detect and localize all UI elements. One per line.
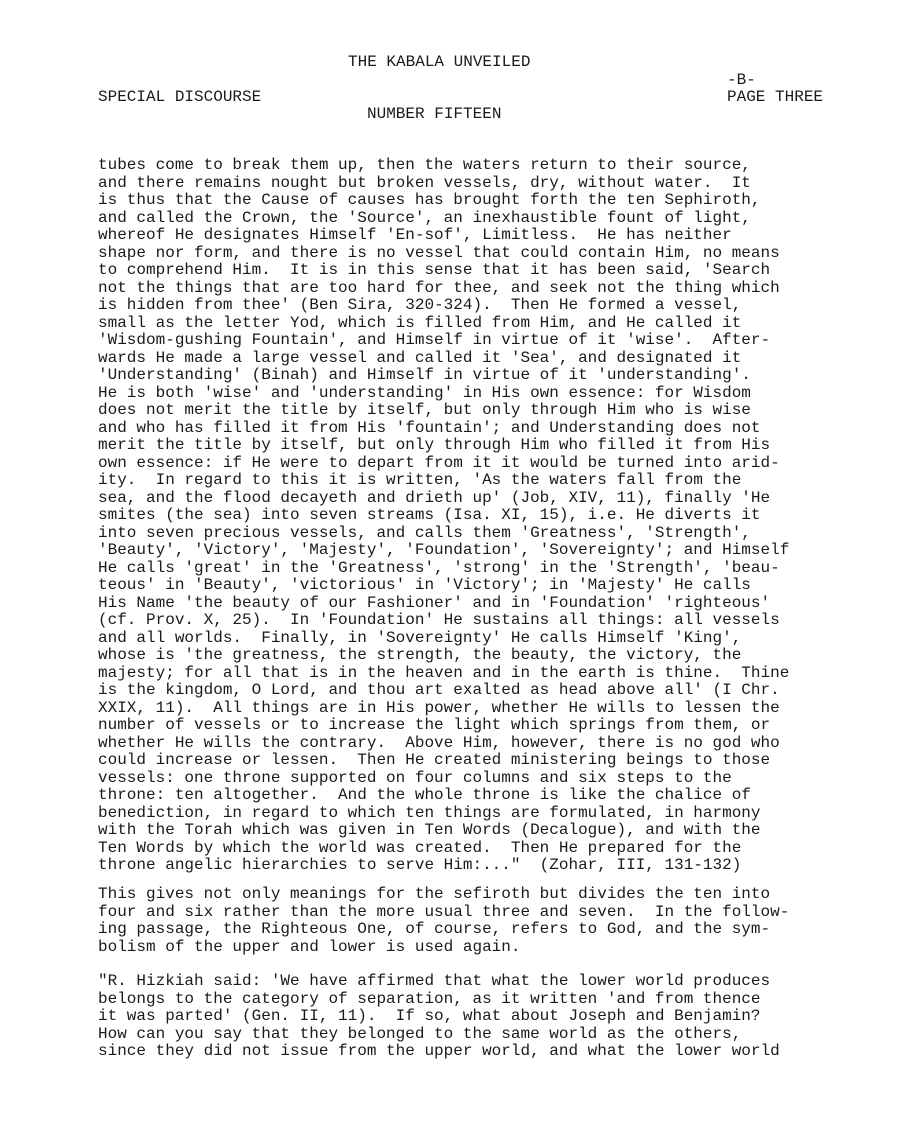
text-line: vessels: one throne supported on four columns and six steps to the — [98, 768, 732, 787]
text-line: (cf. Prov. X, 25). In 'Foundation' He sustains all things: all vessels — [98, 611, 780, 629]
text-line: four and six rather than the more usual three and seven. In the follow- — [98, 902, 790, 921]
text-line: 'Beauty', 'Victory', 'Majesty', 'Foundation', 'Sovereignty'; and Himself — [98, 541, 790, 559]
discourse-label: SPECIAL DISCOURSE — [98, 88, 262, 106]
text-line: "R. Hizkiah said: 'We have affirmed that what the lower world produces — [98, 972, 771, 990]
text-line: How can you say that they belonged to the same world as the others, — [98, 1024, 742, 1043]
text-line: is thus that the Cause of causes has brought forth the ten Sephiroth, — [98, 191, 761, 209]
document-title: THE KABALA UNVEILED — [348, 53, 531, 71]
paragraph-commentary — [98, 886, 789, 956]
text-line: merit the title by itself, but only through Him who filled it from His — [98, 436, 771, 454]
text-line: majesty; for all that is in the heaven and in the earth is thine. Thine — [98, 663, 790, 682]
text-line: whether He wills the contrary. Above Him, however, there is no god who — [98, 733, 780, 752]
discourse-number: NUMBER FIFTEEN — [367, 105, 502, 123]
text-line: throne angelic hierarchies to serve Him:..." (Zohar, III, 131-132) — [98, 856, 742, 874]
text-line: own essence: if He were to depart from it it would be turned into arid- — [98, 453, 780, 472]
text-line: Ten Words by which the world was created. Then He prepared for the — [98, 838, 742, 857]
text-line: since they did not issue from the upper world, and what the lower world — [98, 1042, 780, 1060]
text-line: throne: ten altogether. And the whole throne is like the chalice of — [98, 786, 751, 804]
text-line: sea, and the flood decayeth and drieth up' (Job, XIV, 11), finally 'He — [98, 488, 771, 507]
text-line: teous' in 'Beauty', 'victorious' in 'Victory'; in 'Majesty' He calls — [98, 576, 751, 594]
text-line: and all worlds. Finally, in 'Sovereignty' He calls Himself 'King', — [98, 628, 742, 647]
text-line: and called the Crown, the 'Source', an inexhaustible fount of light, — [98, 208, 751, 227]
text-line: does not merit the title by itself, but only through Him who is wise — [98, 401, 751, 419]
text-line: This gives not only meanings for the sefiroth but divides the ten into — [98, 885, 771, 903]
text-line: small as the letter Yod, which is filled from Him, and He called it — [98, 313, 742, 332]
text-line: with the Torah which was given in Ten Words (Decalogue), and with the — [98, 821, 761, 839]
text-line: is the kingdom, O Lord, and thou art exalted as head above all' (I Chr. — [98, 681, 780, 699]
section-letter: -B- — [727, 71, 756, 89]
text-line: ing passage, the Righteous One, of course, refers to God, and the sym- — [98, 920, 771, 938]
text-line: He calls 'great' in the 'Greatness', 'strong' in the 'Strength', 'beau- — [98, 558, 780, 577]
text-line: bolism of the upper and lower is used again. — [98, 937, 521, 956]
text-line: to comprehend Him. It is in this sense that it has been said, 'Search — [98, 261, 771, 279]
text-line: belongs to the category of separation, as it written 'and from thence — [98, 989, 761, 1008]
text-line: and there remains nought but broken vessels, dry, without water. It — [98, 173, 751, 192]
text-line: could increase or lessen. Then He created ministering beings to those — [98, 751, 771, 769]
text-line: and who has filled it from His 'fountain'; and Understanding does not — [98, 418, 761, 437]
text-line: whose is 'the greatness, the strength, the beauty, the victory, the — [98, 646, 742, 664]
paragraph-zohar-quote — [98, 157, 789, 875]
text-line: number of vessels or to increase the light which springs from them, or — [98, 716, 771, 734]
paragraph-hizkiah-quote — [98, 973, 780, 1061]
text-line: it was parted' (Gen. II, 11). If so, what about Joseph and Benjamin? — [98, 1007, 761, 1025]
text-line: is hidden from thee' (Ben Sira, 320-324). Then He formed a vessel, — [98, 296, 742, 314]
text-line: XXIX, 11). All things are in His power, whether He wills to lessen the — [98, 698, 780, 717]
text-line: tubes come to break them up, then the waters return to their source, — [98, 156, 751, 174]
text-line: into seven precious vessels, and calls them 'Greatness', 'Strength', — [98, 523, 751, 542]
text-line: smites (the sea) into seven streams (Isa. XI, 15), i.e. He diverts it — [98, 506, 761, 524]
text-line: He is both 'wise' and 'understanding' in His own essence: for Wisdom — [98, 383, 751, 402]
page-number-label: PAGE THREE — [727, 88, 824, 106]
text-line: 'Understanding' (Binah) and Himself in virtue of it 'understanding'. — [98, 366, 751, 384]
text-line: shape nor form, and there is no vessel that could contain Him, no means — [98, 243, 780, 262]
text-line: benediction, in regard to which ten things are formulated, in harmony — [98, 803, 761, 822]
text-line: wards He made a large vessel and called it 'Sea', and designated it — [98, 348, 742, 367]
text-line: ity. In regard to this it is written, 'As the waters fall from the — [98, 471, 742, 489]
text-line: 'Wisdom-gushing Fountain', and Himself in virtue of it 'wise'. After- — [98, 331, 771, 349]
text-line: whereof He designates Himself 'En-sof', Limitless. He has neither — [98, 226, 732, 244]
text-line: His Name 'the beauty of our Fashioner' and in 'Foundation' 'righteous' — [98, 593, 771, 612]
text-line: not the things that are too hard for thee, and seek not the thing which — [98, 278, 780, 297]
